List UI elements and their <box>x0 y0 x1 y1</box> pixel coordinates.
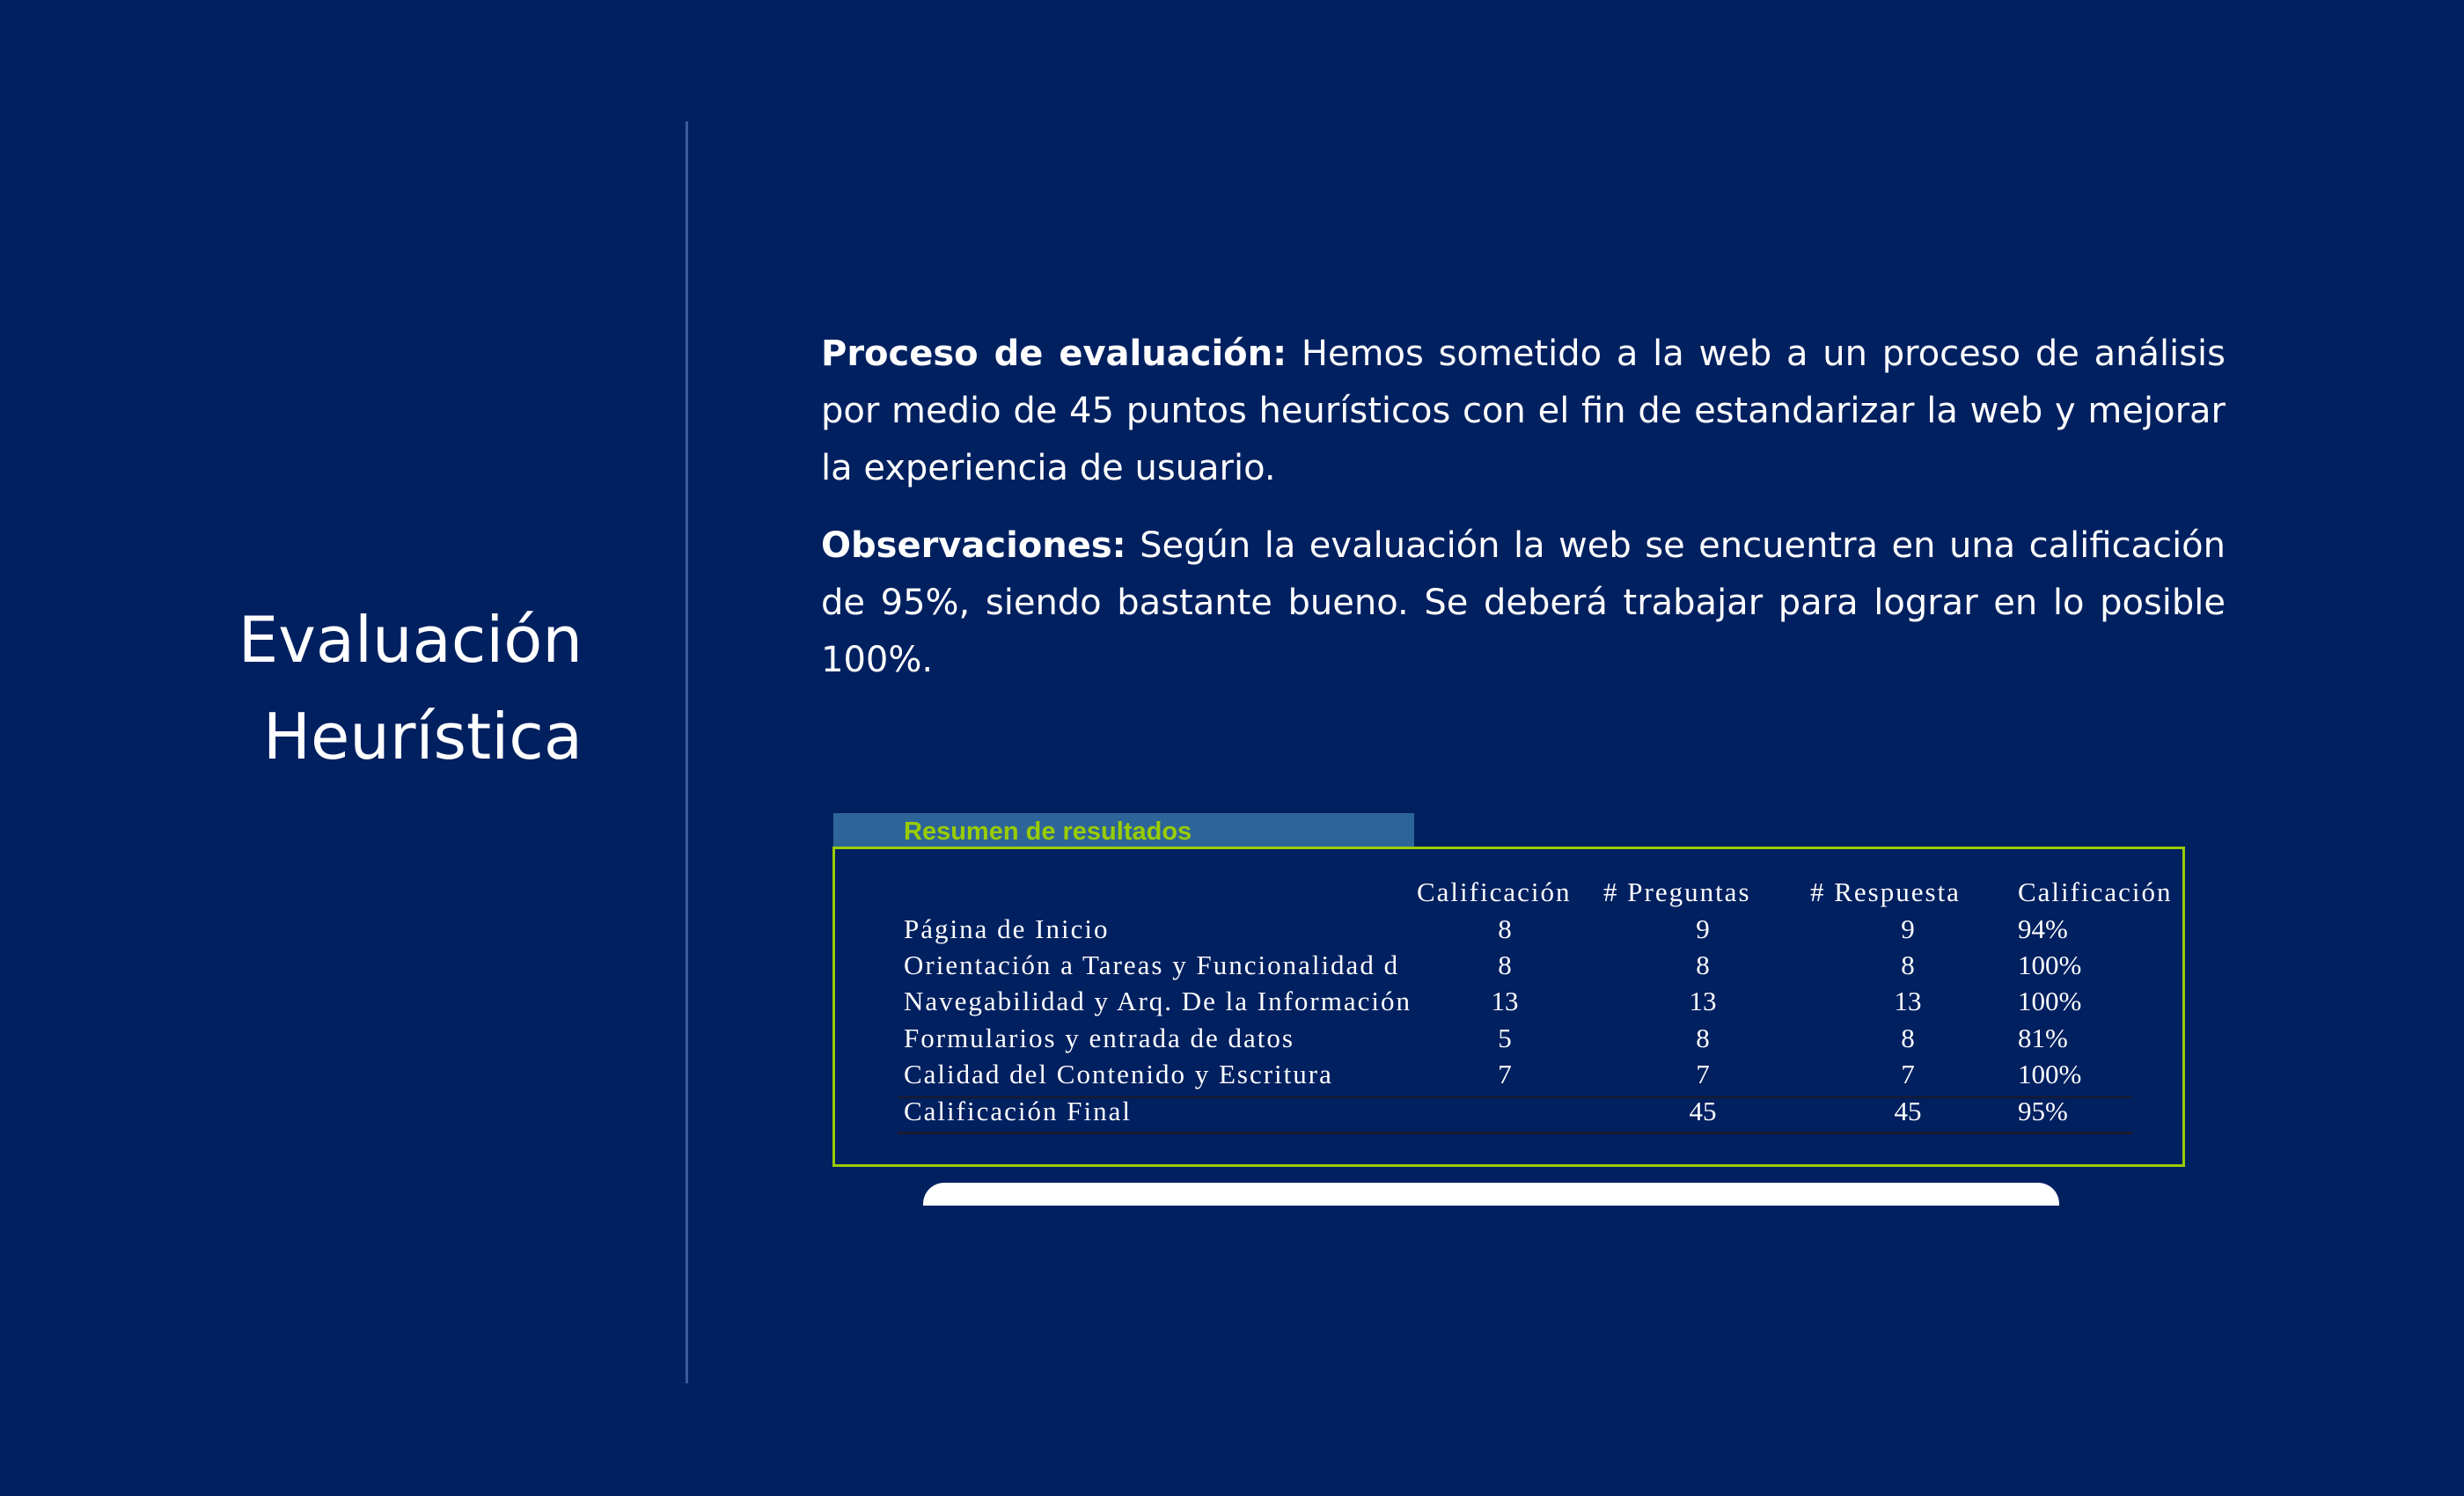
body-text <box>821 326 2226 709</box>
paragraph-text: Hemos sometido a la web a un proceso de análisis por medio de 45 puntos heurísticos con el fin de estandarizar la web y mejorar la experiencia de usuario. <box>821 334 2226 488</box>
row-answers: 8 <box>1901 950 1915 980</box>
row-percent: 81% <box>2018 1023 2068 1053</box>
row-questions: 13 <box>1689 986 1717 1016</box>
row-score: 8 <box>1498 950 1512 980</box>
paragraph-process <box>821 326 2226 497</box>
row-label: Orientación a Tareas y Funcionalidad d <box>904 950 1400 980</box>
row-questions: 8 <box>1696 1023 1710 1053</box>
total-row-percent: 95% <box>2018 1096 2068 1126</box>
paragraph-text: Según la evaluación la web se encuentra en una calificación de 95%, siendo bastante bueno. Se deberá trabajar para lograr en lo posible 100%. <box>821 525 2226 680</box>
column-header-score: Calificación <box>1417 876 1572 907</box>
row-score: 5 <box>1498 1023 1512 1053</box>
paragraph-label: Proceso de evaluación: <box>821 334 1287 374</box>
vertical-divider <box>686 121 688 1383</box>
row-percent: 100% <box>2018 986 2082 1016</box>
row-score: 8 <box>1498 913 1512 944</box>
total-row-label: Calificación Final <box>904 1096 1132 1126</box>
row-label: Navegabilidad y Arq. De la Información <box>904 986 1412 1016</box>
row-label: Formularios y entrada de datos <box>904 1023 1294 1053</box>
row-label: Calidad del Contenido y Escritura <box>904 1059 1333 1089</box>
white-panel-edge <box>923 1183 2059 1206</box>
summary-title: Resumen de resultados <box>904 818 1192 846</box>
row-score: 13 <box>1491 986 1519 1016</box>
title-line-1: Evaluación <box>238 603 583 677</box>
row-answers: 8 <box>1901 1023 1915 1053</box>
column-header-questions: # Preguntas <box>1603 876 1751 907</box>
row-questions: 9 <box>1696 913 1710 944</box>
row-answers: 13 <box>1894 986 1922 1016</box>
row-questions: 7 <box>1696 1059 1710 1089</box>
paragraph-observations <box>821 517 2226 689</box>
title-line-2: Heurística <box>262 700 583 774</box>
row-answers: 9 <box>1901 913 1915 944</box>
column-header-percent: Calificación <box>2018 876 2173 907</box>
row-label: Página de Inicio <box>904 913 1110 944</box>
row-percent: 100% <box>2018 1059 2082 1089</box>
row-percent: 94% <box>2018 913 2068 944</box>
row-answers: 7 <box>1901 1059 1915 1089</box>
row-questions: 8 <box>1696 950 1710 980</box>
row-percent: 100% <box>2018 950 2082 980</box>
paragraph-label: Observaciones: <box>821 525 1126 566</box>
column-header-answers: # Respuesta <box>1810 876 1961 907</box>
row-score: 7 <box>1498 1059 1512 1089</box>
slide-title <box>88 591 583 785</box>
total-rule-bottom <box>898 1132 2132 1134</box>
total-row-questions: 45 <box>1689 1096 1717 1126</box>
total-row-answers: 45 <box>1894 1096 1922 1126</box>
